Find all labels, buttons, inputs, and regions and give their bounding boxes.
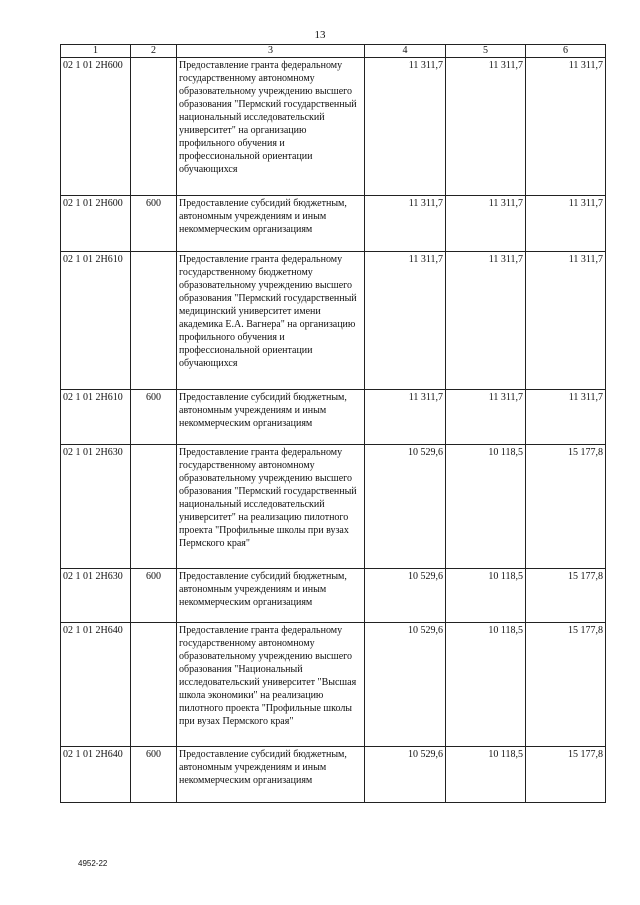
row-value-5: 11 311,7 xyxy=(446,252,526,390)
row-code: 02 1 01 2Н600 xyxy=(61,196,131,252)
row-description: Предоставление гранта федеральному государственному автономному образовательному учреждению высшего образования "Пермский государственный национальный исследовательский университет" на реализацию пилотного проекта "Профильные школы при вузах Пермского края" xyxy=(177,445,365,569)
row-value-5: 11 311,7 xyxy=(446,390,526,445)
page-number: 13 xyxy=(314,29,326,41)
row-code: 02 1 01 2Н600 xyxy=(61,58,131,196)
column-header-3: 3 xyxy=(177,45,365,58)
row-value-4: 10 529,6 xyxy=(365,445,446,569)
document-footer-code: 4952-22 xyxy=(78,859,108,868)
row-expense-type xyxy=(131,445,177,569)
row-value-4: 10 529,6 xyxy=(365,747,446,803)
row-value-6: 15 177,8 xyxy=(526,445,606,569)
row-value-6: 15 177,8 xyxy=(526,623,606,747)
row-expense-type: 600 xyxy=(131,569,177,623)
row-code: 02 1 01 2Н610 xyxy=(61,252,131,390)
column-header-1: 1 xyxy=(61,45,131,58)
column-header-4: 4 xyxy=(365,45,446,58)
row-expense-type xyxy=(131,58,177,196)
row-value-5: 11 311,7 xyxy=(446,196,526,252)
row-code: 02 1 01 2Н640 xyxy=(61,623,131,747)
row-description: Предоставление субсидий бюджетным, автономным учреждениям и иным некоммерческим организациям xyxy=(177,390,365,445)
row-value-5: 11 311,7 xyxy=(446,58,526,196)
header-row xyxy=(61,45,606,58)
row-value-6: 11 311,7 xyxy=(526,252,606,390)
row-value-5: 10 118,5 xyxy=(446,747,526,803)
row-value-6: 15 177,8 xyxy=(526,747,606,803)
table-row xyxy=(61,623,606,747)
table-row xyxy=(61,390,606,445)
column-header-2: 2 xyxy=(131,45,177,58)
row-description: Предоставление гранта федеральному государственному автономному образовательному учреждению высшего образования "Пермский государственный национальный исследовательский университет" на организацию профильного обучения и профессиональной ориентации обучающихся xyxy=(177,58,365,196)
row-value-4: 11 311,7 xyxy=(365,390,446,445)
table-row xyxy=(61,445,606,569)
row-code: 02 1 01 2Н630 xyxy=(61,569,131,623)
row-expense-type xyxy=(131,623,177,747)
row-value-4: 10 529,6 xyxy=(365,569,446,623)
row-value-6: 11 311,7 xyxy=(526,390,606,445)
row-value-4: 10 529,6 xyxy=(365,623,446,747)
table-row xyxy=(61,196,606,252)
table-row xyxy=(61,569,606,623)
row-value-4: 11 311,7 xyxy=(365,252,446,390)
row-description: Предоставление гранта федеральному государственному бюджетному образовательному учреждению высшего образования "Пермский государственный медицинский университет имени академика Е.А. Вагнера" на организацию профильного обучения и профессиональной ориентации обучающихся xyxy=(177,252,365,390)
row-expense-type: 600 xyxy=(131,390,177,445)
row-description: Предоставление субсидий бюджетным, автономным учреждениям и иным некоммерческим организациям xyxy=(177,196,365,252)
row-value-5: 10 118,5 xyxy=(446,569,526,623)
row-value-5: 10 118,5 xyxy=(446,445,526,569)
table-row xyxy=(61,747,606,803)
table-row xyxy=(61,252,606,390)
row-expense-type xyxy=(131,252,177,390)
table-row xyxy=(61,58,606,196)
column-header-5: 5 xyxy=(446,45,526,58)
row-value-6: 11 311,7 xyxy=(526,58,606,196)
row-code: 02 1 01 2Н610 xyxy=(61,390,131,445)
row-code: 02 1 01 2Н640 xyxy=(61,747,131,803)
column-header-6: 6 xyxy=(526,45,606,58)
row-code: 02 1 01 2Н630 xyxy=(61,445,131,569)
row-expense-type: 600 xyxy=(131,196,177,252)
row-value-6: 11 311,7 xyxy=(526,196,606,252)
row-value-4: 11 311,7 xyxy=(365,58,446,196)
row-description: Предоставление субсидий бюджетным, автономным учреждениям и иным некоммерческим организациям xyxy=(177,747,365,803)
budget-table xyxy=(60,44,606,803)
row-description: Предоставление гранта федеральному государственному автономному образовательному учреждению высшего образования "Национальный исследовательский университет "Высшая школа экономики" на реализацию пилотного проекта "Профильные школы при вузах Пермского края" xyxy=(177,623,365,747)
row-value-4: 11 311,7 xyxy=(365,196,446,252)
row-expense-type: 600 xyxy=(131,747,177,803)
row-value-6: 15 177,8 xyxy=(526,569,606,623)
row-value-5: 10 118,5 xyxy=(446,623,526,747)
row-description: Предоставление субсидий бюджетным, автономным учреждениям и иным некоммерческим организациям xyxy=(177,569,365,623)
